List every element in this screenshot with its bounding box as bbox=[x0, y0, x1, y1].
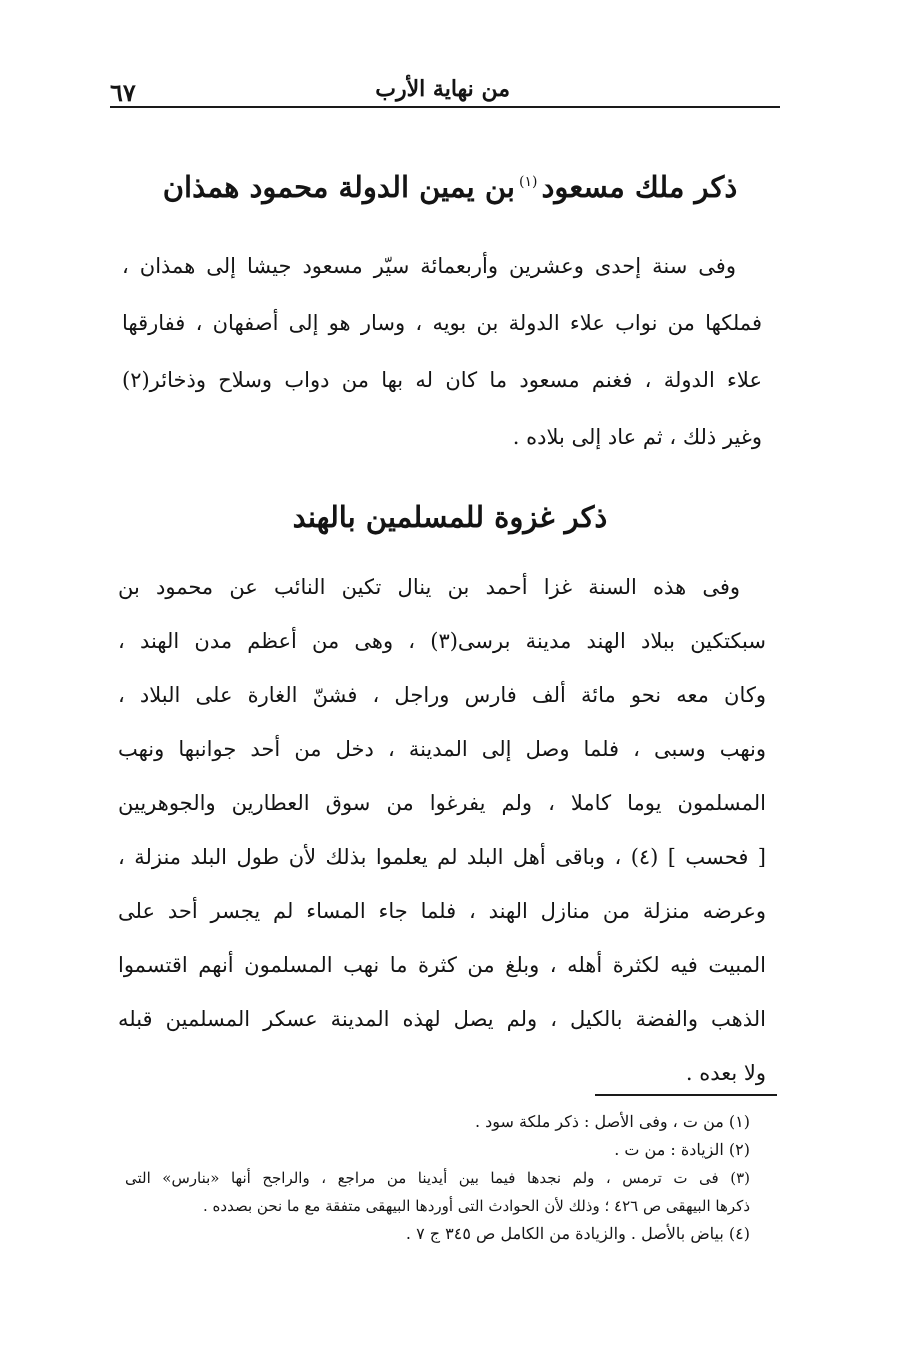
text-line: [ فحسب ] (٤) ، وباقى أهل البلد لم يعلموا بذلك لأن طول البلد منزلة ، bbox=[118, 845, 766, 869]
text-line: المسلمون يوما كاملا ، ولم يفرغوا من سوق العطارين والجوهريين bbox=[118, 791, 766, 815]
text-line: ونهب وسبى ، فلما وصل إلى المدينة ، دخل من أحد جوانبها ونهب bbox=[118, 737, 766, 761]
heading-text-part1: ذكر ملك مسعود bbox=[541, 170, 738, 204]
text-line: المبيت فيه لكثرة أهله ، وبلغ من كثرة ما نهب المسلمون أنهم اقتسموا bbox=[118, 953, 766, 977]
text-line: وكان معه نحو مائة ألف فارس وراجل ، فشنّ الغارة على البلاد ، bbox=[118, 683, 766, 707]
footnote-2: (٢) الزيادة : من ت . bbox=[614, 1140, 750, 1159]
text-line: فملكها من نواب علاء الدولة بن بويه ، وسار هو إلى أصفهان ، ففارقها bbox=[122, 311, 762, 335]
section-heading-india-raid: ذكر غزوة للمسلمين بالهند bbox=[292, 500, 608, 534]
footnote-marker: (١) bbox=[519, 174, 538, 191]
footnote-3: (٣) فى ت ترمس ، ولم نجدها فيما بين أيدينا من مراجع ، والراجح أنها «بنارس» التى bbox=[125, 1169, 750, 1187]
text-line: وغير ذلك ، ثم عاد إلى بلاده . bbox=[512, 425, 762, 449]
footnote-3-continued: ذكرها البيهقى ص ٤٢٦ ؛ وذلك لأن الحوادث التى أوردها البيهقى متفقة مع ما نحن بصدده . bbox=[203, 1197, 750, 1215]
footnote-1: (١) من ت ، وفى الأصل : ذكر ملكة سود . bbox=[474, 1112, 750, 1131]
page-number: ٦٧ bbox=[110, 78, 136, 107]
text-line: ولا بعده . bbox=[685, 1061, 766, 1085]
text-line: سبكتكين ببلاد الهند مدينة برسى(٣) ، وهى من أعظم مدن الهند ، bbox=[118, 629, 766, 653]
text-line: وفى هذه السنة غزا أحمد بن ينال تكين النائب عن محمود بن bbox=[118, 575, 740, 599]
text-line: علاء الدولة ، فغنم مسعود ما كان له بها من دواب وسلاح وذخائر(٢) bbox=[122, 368, 762, 392]
text-line: وعرضه منزلة من منازل الهند ، فلما جاء المساء لم يجسر أحد على bbox=[118, 899, 766, 923]
paragraph-masud-hamadan bbox=[122, 238, 762, 466]
footnote-divider bbox=[595, 1094, 777, 1096]
text-line: وفى سنة إحدى وعشرين وأربعمائة سيّر مسعود جيشا إلى همذان ، bbox=[122, 254, 736, 278]
heading-text-part2: بن يمين الدولة محمود همذان bbox=[162, 170, 515, 204]
running-head bbox=[110, 70, 780, 108]
text-line: الذهب والفضة بالكيل ، ولم يصل لهذه المدينة عسكر المسلمين قبله bbox=[118, 1007, 766, 1031]
section-heading-masud-hamadan bbox=[150, 170, 750, 204]
footnotes bbox=[125, 1108, 750, 1248]
book-title: من نهاية الأرب bbox=[375, 76, 510, 102]
footnote-4: (٤) بياض بالأصل . والزيادة من الكامل ص ٣٤٥ ج ٧ . bbox=[405, 1224, 750, 1243]
paragraph-india-raid bbox=[118, 560, 766, 1085]
